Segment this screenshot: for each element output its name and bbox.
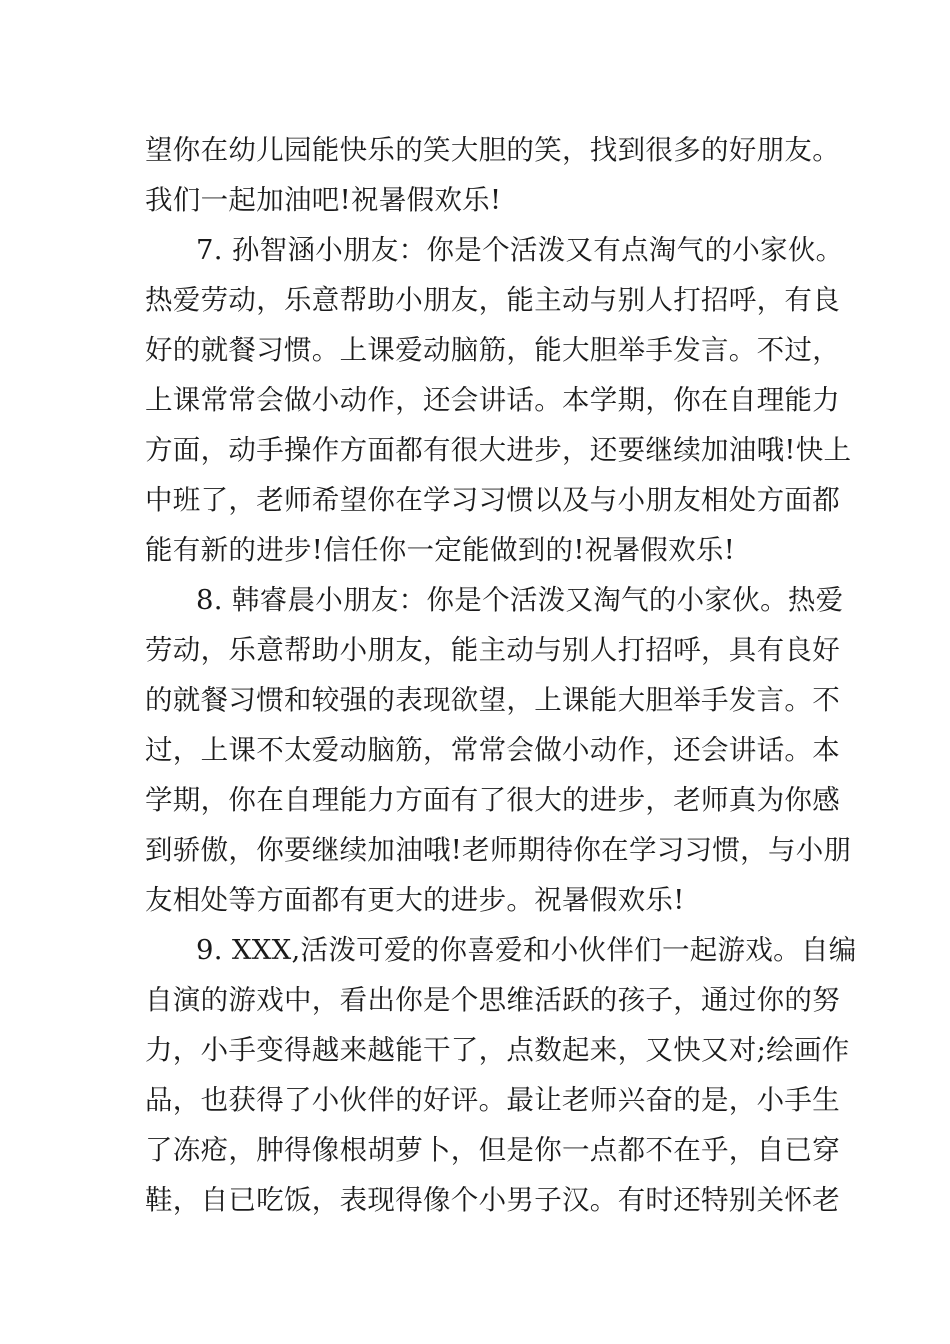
text-line: 过，上课不太爱动脑筋，常常会做小动作，还会讲话。本 (145, 734, 840, 766)
text-line: 望你在幼儿园能快乐的笑大胆的笑，找到很多的好朋友。 (145, 134, 840, 166)
text-line: 了冻疮，肿得像根胡萝卜，但是你一点都不在乎，自已穿 (145, 1134, 840, 1166)
text-line: 自演的游戏中，看出你是个思维活跃的孩子，通过你的努 (145, 984, 840, 1016)
text-line: 能有新的进步!信任你一定能做到的!祝暑假欢乐! (145, 534, 736, 566)
text-line: 方面，动手操作方面都有很大进步，还要继续加油哦!快上 (145, 434, 852, 466)
text-line: 学期，你在自理能力方面有了很大的进步，老师真为你感 (145, 784, 840, 816)
paragraph-item-8-heading: 8. 韩睿晨小朋友：你是个活泼又淘气的小家伙。热爱 (196, 584, 844, 616)
text-line: 的就餐习惯和较强的表现欲望，上课能大胆举手发言。不 (145, 684, 840, 716)
text-line: 热爱劳动，乐意帮助小朋友，能主动与别人打招呼，有良 (145, 284, 840, 316)
text-line: 到骄傲，你要继续加油哦!老师期待你在学习习惯，与小朋 (145, 834, 852, 866)
text-line: 友相处等方面都有更大的进步。祝暑假欢乐! (145, 884, 685, 916)
text-line: 劳动，乐意帮助小朋友，能主动与别人打招呼，具有良好 (145, 634, 840, 666)
paragraph-item-9-heading: 9. XXX,活泼可爱的你喜爱和小伙伴们一起游戏。自编 (196, 934, 857, 966)
text-line: 鞋，自已吃饭，表现得像个小男子汉。有时还特别关怀老 (145, 1184, 840, 1216)
paragraph-item-7-heading: 7. 孙智涵小朋友：你是个活泼又有点淘气的小家伙。 (196, 234, 844, 266)
text-line: 品，也获得了小伙伴的好评。最让老师兴奋的是，小手生 (145, 1084, 840, 1116)
text-line: 上课常常会做小动作，还会讲话。本学期，你在自理能力 (145, 384, 840, 416)
text-line: 我们一起加油吧!祝暑假欢乐! (145, 184, 502, 216)
text-line: 中班了，老师希望你在学习习惯以及与小朋友相处方面都 (145, 484, 840, 516)
text-line: 力，小手变得越来越能干了，点数起来，又快又对;绘画作 (145, 1034, 850, 1066)
text-line: 好的就餐习惯。上课爱动脑筋，能大胆举手发言。不过， (145, 334, 840, 366)
